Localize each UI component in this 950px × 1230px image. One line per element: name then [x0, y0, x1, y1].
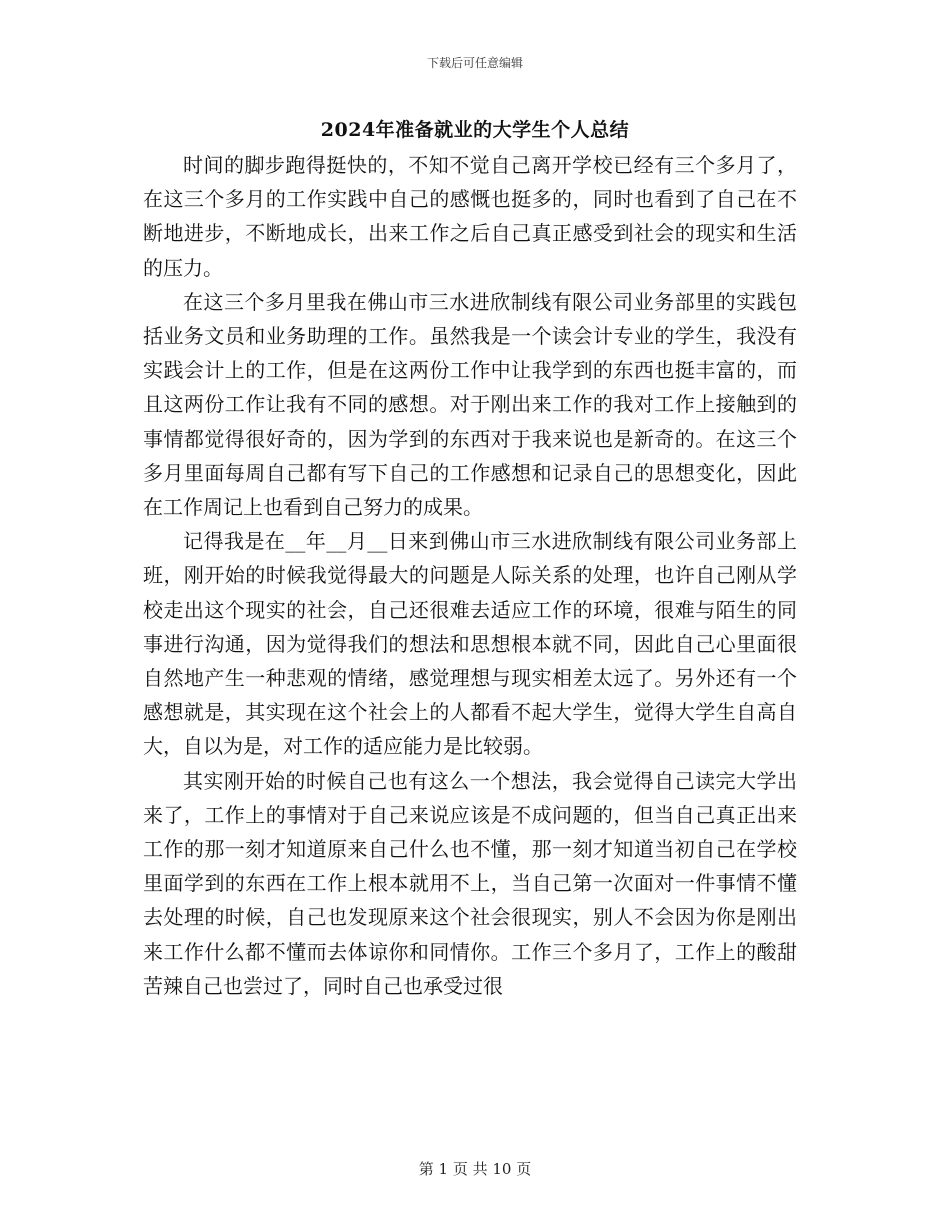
- document-title: 2024年准备就业的大学生个人总结: [320, 119, 630, 141]
- page-number: 第 1 页 共 10 页: [418, 1160, 532, 1178]
- paragraph-4: 其实刚开始的时候自己也有这么一个想法，我会觉得自己读完大学出来了，工作上的事情对于自己来说应该是不成问题的，但当自己真正出来工作的那一刻才知道原来自己什么也不懂，那一刻才知道当初自己在学校里面学到的东西在工作上根本就用不上，当自己第一次面对一件事情不懂去处理的时候，自己也发现原来这个社会很现实，别人不会因为你是刚出来工作什么都不懂而去体谅你和同情你。工作三个多月了，工作上的酸甜苦辣自己也尝过了，同时自己也承受过很: [143, 768, 797, 998]
- paragraph-1: 时间的脚步跑得挺快的，不知不觉自己离开学校已经有三个多月了，在这三个多月的工作实践中自己的感慨也挺多的，同时也看到了自己在不断地进步，不断地成长，出来工作之后自己真正感受到社会的现实和生活的压力。: [143, 153, 797, 280]
- paragraph-3: 记得我是在__年__月__日来到佛山市三水进欣制线有限公司业务部上班，刚开始的时候我觉得最大的问题是人际关系的处理，也许自己刚从学校走出这个现实的社会，自己还很难去适应工作的环境，很难与陌生的同事进行沟通，因为觉得我们的想法和思想根本就不同，因此自己心里面很自然地产生一种悲观的情绪，感觉理想与现实相差太远了。另外还有一个感想就是，其实现在这个社会上的人都看不起大学生，觉得大学生自高自大，自以为是，对工作的适应能力是比较弱。: [143, 529, 797, 759]
- paragraph-2: 在这三个多月里我在佛山市三水进欣制线有限公司业务部里的实践包括业务文员和业务助理的工作。虽然我是一个读会计专业的学生，我没有实践会计上的工作，但是在这两份工作中让我学到的东西也挺丰富的，而且这两份工作让我有不同的感想。对于刚出来工作的我对工作上接触到的事情都觉得很好奇的，因为学到的东西对于我来说也是新奇的。在这三个多月里面每周自己都有写下自己的工作感想和记录自己的思想变化，因此在工作周记上也看到自己努力的成果。: [143, 289, 797, 520]
- document-body: [143, 148, 797, 1003]
- header-note: 下载后可任意编辑: [426, 56, 523, 70]
